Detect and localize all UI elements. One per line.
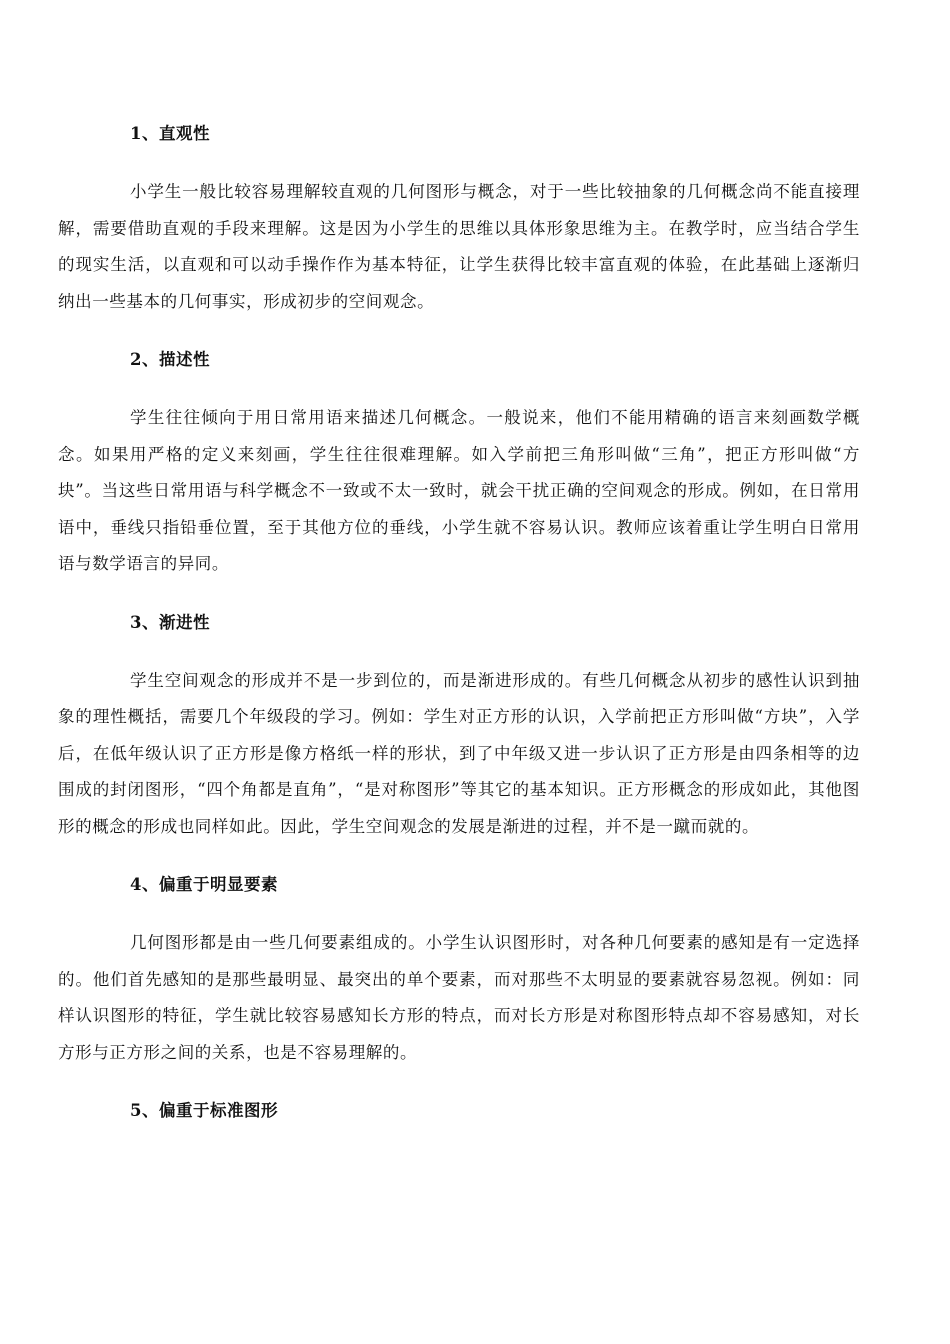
section-paragraph-3: 学生空间观念的形成并不是一步到位的，而是渐进形成的。有些几何概念从初步的感性认识到抽象的理性概括，需要几个年级段的学习。例如：学生对正方形的认识，入学前把正方形叫做“方块”，入学后，在低年级认识了正方形是像方格纸一样的形状，到了中年级又进一步认识了正方形是由四条相等的边围成的封闭图形，“四个角都是直角”，“是对称图形”等其它的基本知识。正方形概念的形成如此，其他图形的概念的形成也同样如此。因此，学生空间观念的发展是渐进的过程，并不是一蹴而就的。 — [58, 670, 860, 836]
section-number: 2 — [130, 350, 142, 369]
section-number: 1 — [130, 124, 142, 143]
section-title: 、偏重于标准图形 — [141, 1101, 278, 1120]
section-heading-3 — [58, 605, 860, 641]
section-number: 3 — [130, 612, 142, 632]
document-body — [58, 116, 860, 1129]
section-heading-1 — [58, 116, 860, 152]
section-number: 4 — [130, 875, 142, 894]
section-heading-2 — [58, 342, 860, 378]
section-title: 、描述性 — [141, 350, 210, 369]
section-number: 5 — [130, 1101, 142, 1120]
section-title: 、直观性 — [141, 124, 210, 143]
section-paragraph-2: 学生往往倾向于用日常用语来描述几何概念。一般说来，他们不能用精确的语言来刻画数学概念。如果用严格的定义来刻画，学生往往很难理解。如入学前把三角形叫做“三角”，把正方形叫做“方块”。当这些日常用语与科学概念不一致或不太一致时，就会干扰正确的空间观念的形成。例如，在日常用语中，垂线只指铅垂位置，至于其他方位的垂线，小学生就不容易认识。教师应该着重让学生明白日常用语与数学语言的异同。 — [58, 408, 860, 573]
section-paragraph-4: 几何图形都是由一些几何要素组成的。小学生认识图形时，对各种几何要素的感知是有一定选择的。他们首先感知的是那些最明显、最突出的单个要素，而对那些不太明显的要素就容易忽视。例如：同样认识图形的特征，学生就比较容易感知长方形的特点，而对长方形是对称图形特点却不容易感知，对长方形与正方形之间的关系，也是不容易理解的。 — [58, 933, 860, 1062]
section-heading-5 — [58, 1093, 860, 1129]
section-heading-4 — [58, 867, 860, 903]
section-title: 、偏重于明显要素 — [141, 875, 278, 894]
section-title: 、渐进性 — [141, 612, 210, 632]
section-paragraph-1: 小学生一般比较容易理解较直观的几何图形与概念，对于一些比较抽象的几何概念尚不能直接理解，需要借助直观的手段来理解。这是因为小学生的思维以具体形象思维为主。在教学时，应当结合学生的现实生活，以直观和可以动手操作作为基本特征，让学生获得比较丰富直观的体验，在此基础上逐渐归纳出一些基本的几何事实，形成初步的空间观念。 — [58, 182, 860, 311]
